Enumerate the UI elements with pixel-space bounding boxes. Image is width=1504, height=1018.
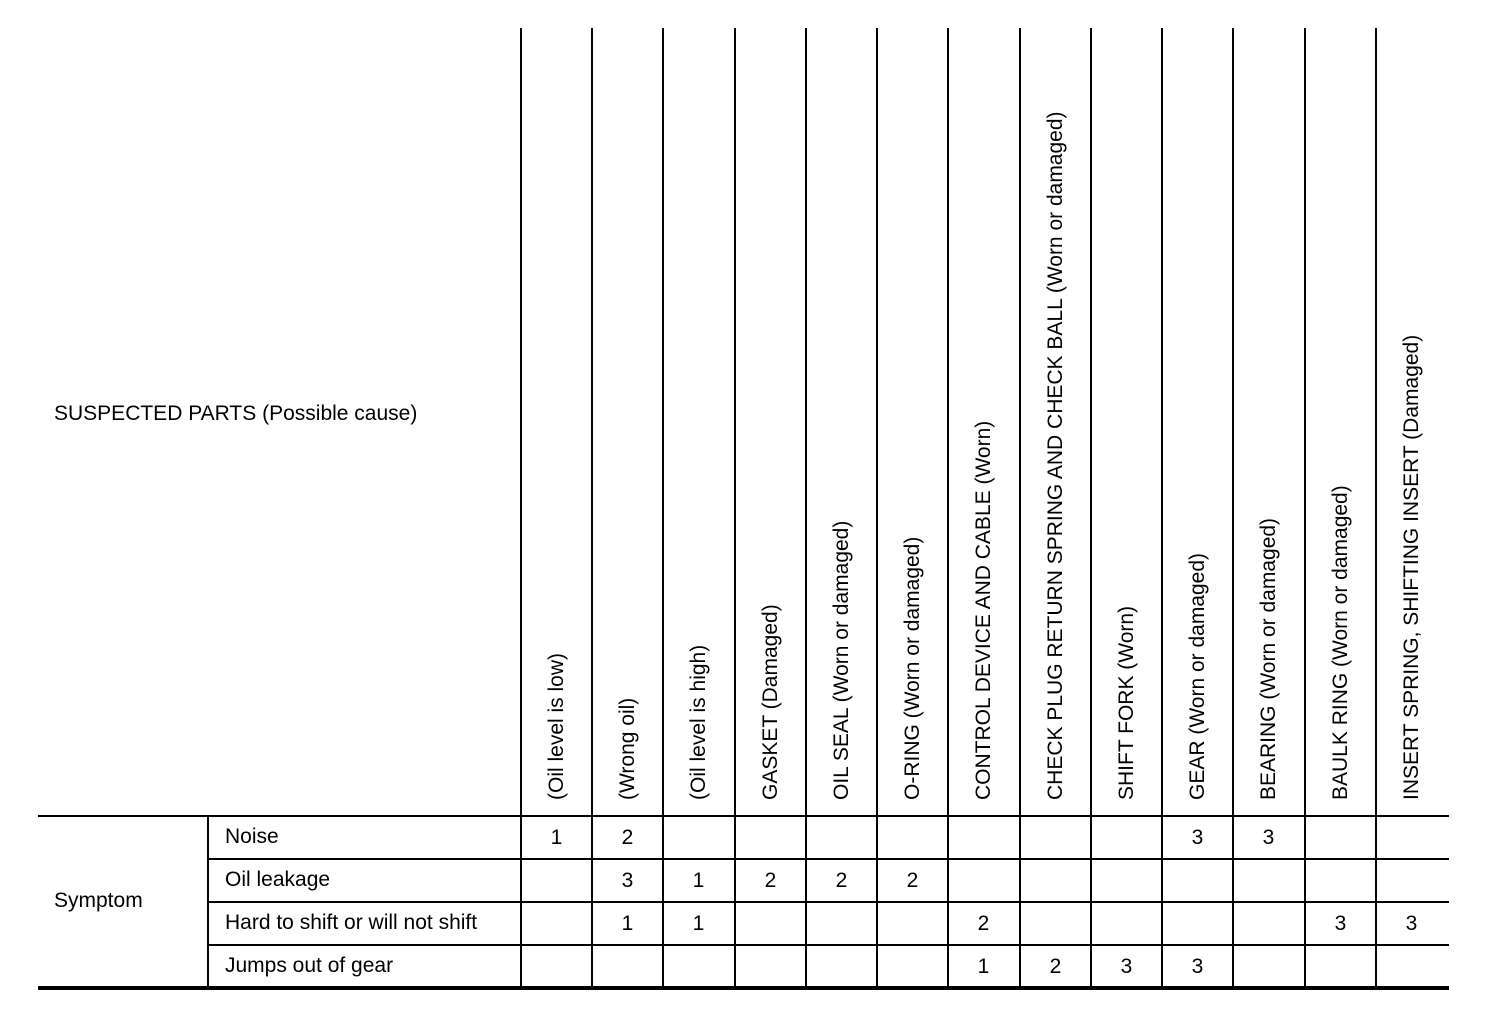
table-cell: 2 xyxy=(977,912,990,935)
table-cell xyxy=(1234,903,1303,945)
table-cell xyxy=(1234,946,1303,988)
part-header-wrong-oil: (Wrong oil) xyxy=(616,697,639,800)
part-header-check-plug: CHECK PLUG RETURN SPRING AND CHECK BALL (Worn or damaged) xyxy=(1044,111,1067,800)
table-cell: 3 xyxy=(621,869,634,892)
table-cell: 3 xyxy=(1191,826,1204,849)
table-cell xyxy=(1306,860,1375,902)
table-cell xyxy=(1021,903,1090,945)
table-title: SUSPECTED PARTS (Possible cause) xyxy=(54,402,418,425)
table-cell: 1 xyxy=(692,912,705,935)
table-cell xyxy=(736,817,805,859)
table-cell xyxy=(1092,817,1161,859)
table-cell xyxy=(949,860,1018,902)
table-cell xyxy=(1306,946,1375,988)
table-cell xyxy=(736,903,805,945)
part-header-oil-level-low: (Oil level is low) xyxy=(545,652,568,800)
table-cell xyxy=(878,903,947,945)
table-cell xyxy=(1021,817,1090,859)
part-header-gasket: GASKET (Damaged) xyxy=(759,604,782,800)
table-cell: 2 xyxy=(1049,955,1062,978)
table-cell: 1 xyxy=(550,826,563,849)
table-cell: 3 xyxy=(1191,955,1204,978)
table-cell xyxy=(1092,860,1161,902)
table-cell xyxy=(1234,860,1303,902)
table-cell xyxy=(878,817,947,859)
part-header-baulk-ring: BAULK RING (Worn or damaged) xyxy=(1329,485,1352,800)
table-cell xyxy=(1377,860,1446,902)
table-cell xyxy=(1377,817,1446,859)
table-cell xyxy=(1306,817,1375,859)
table-cell xyxy=(664,817,733,859)
table-cell xyxy=(736,946,805,988)
table-cell xyxy=(1163,860,1232,902)
table-cell: 1 xyxy=(977,955,990,978)
table-cell xyxy=(664,946,733,988)
table-cell xyxy=(522,860,591,902)
table-cell: 3 xyxy=(1120,955,1133,978)
table-cell xyxy=(878,946,947,988)
table-cell: 2 xyxy=(621,826,634,849)
table-cell: 3 xyxy=(1262,826,1275,849)
part-header-bearing: BEARING (Worn or damaged) xyxy=(1257,517,1280,800)
table-cell: 3 xyxy=(1405,912,1418,935)
part-header-oil-seal: OIL SEAL (Worn or damaged) xyxy=(830,520,853,800)
table-cell xyxy=(807,946,876,988)
table-cell xyxy=(522,946,591,988)
table-cell xyxy=(593,946,662,988)
part-header-shift-fork: SHIFT FORK (Worn) xyxy=(1115,605,1138,800)
row-label-noise: Noise xyxy=(225,825,279,848)
table-cell: 1 xyxy=(692,869,705,892)
row-label-jumps-out-of-gear: Jumps out of gear xyxy=(225,954,394,977)
table-cell xyxy=(807,817,876,859)
table-cell xyxy=(949,817,1018,859)
table-cell: 2 xyxy=(764,869,777,892)
table-cell: 3 xyxy=(1334,912,1347,935)
part-header-control-device: CONTROL DEVICE AND CABLE (Worn) xyxy=(972,420,995,800)
table-cell: 1 xyxy=(621,912,634,935)
table-cell xyxy=(1021,860,1090,902)
table-cell: 2 xyxy=(906,869,919,892)
part-header-oil-level-high: (Oil level is high) xyxy=(687,644,710,800)
part-header-o-ring: O-RING (Worn or damaged) xyxy=(901,536,924,800)
table-cell xyxy=(807,903,876,945)
part-header-insert-spring: INSERT SPRING, SHIFTING INSERT (Damaged) xyxy=(1400,334,1423,800)
table-cell xyxy=(1377,946,1446,988)
table-cell xyxy=(1163,903,1232,945)
row-label-hard-to-shift: Hard to shift or will not shift xyxy=(225,911,478,934)
symptom-group-label: Symptom xyxy=(54,889,143,912)
row-label-oil-leakage: Oil leakage xyxy=(225,868,331,891)
table-cell xyxy=(522,903,591,945)
part-header-gear: GEAR (Worn or damaged) xyxy=(1186,552,1209,800)
table-cell: 2 xyxy=(835,869,848,892)
table-cell xyxy=(1092,903,1161,945)
